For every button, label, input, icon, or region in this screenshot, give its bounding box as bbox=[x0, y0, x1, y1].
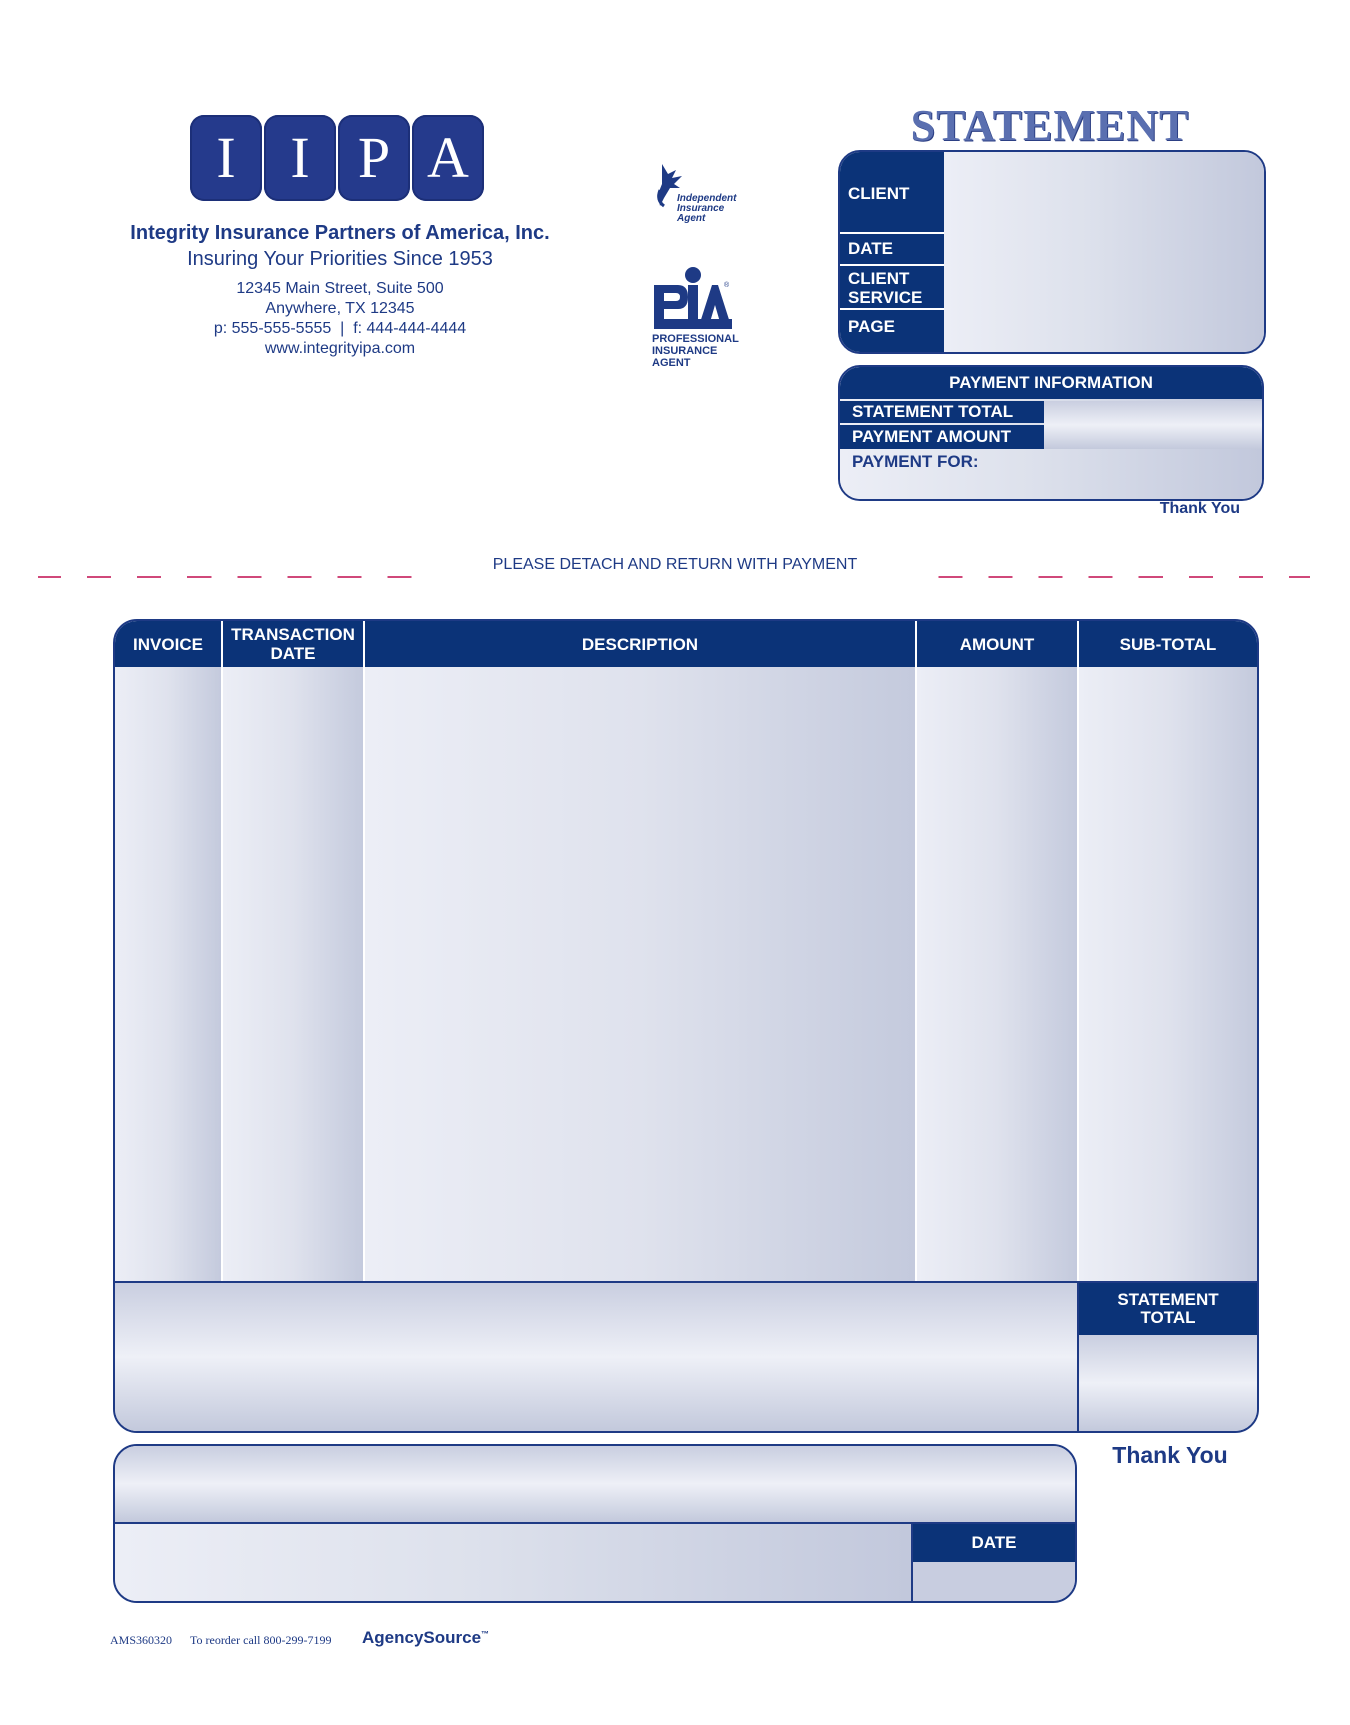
header-invoice: INVOICE bbox=[115, 621, 221, 667]
header-subtotal: SUB-TOTAL bbox=[1079, 621, 1257, 667]
pia-line1: PROFESSIONAL bbox=[652, 333, 739, 345]
professional-insurance-agent-logo bbox=[652, 265, 742, 375]
footer-brand bbox=[362, 1628, 489, 1648]
bottom-date-label: DATE bbox=[913, 1524, 1075, 1562]
footer-brand-tm: ™ bbox=[481, 1629, 490, 1639]
iia-line3: Agent bbox=[677, 213, 706, 224]
description-column bbox=[365, 667, 915, 1281]
header-transaction-date bbox=[223, 621, 363, 667]
bottom-date-value bbox=[913, 1562, 1075, 1601]
payment-info-box bbox=[838, 365, 1264, 501]
payment-amount-label: PAYMENT AMOUNT bbox=[840, 425, 1044, 449]
logo-letter-4: A bbox=[412, 115, 484, 201]
payment-info-header: PAYMENT INFORMATION bbox=[840, 367, 1262, 399]
independent-insurance-agent-logo bbox=[652, 158, 747, 238]
client-label: CLIENT bbox=[840, 152, 944, 232]
company-address2: Anywhere, TX 12345 bbox=[265, 300, 415, 317]
statement-info-fill bbox=[944, 152, 1264, 352]
header-description: DESCRIPTION bbox=[365, 621, 915, 667]
footer-reorder: To reorder call 800-299-7199 bbox=[190, 1633, 332, 1647]
statement-title: STATEMENT bbox=[910, 101, 1190, 150]
company-address1: 12345 Main Street, Suite 500 bbox=[236, 280, 444, 297]
bottom-thank-you: Thank You bbox=[1112, 1442, 1228, 1468]
total-row-fill bbox=[115, 1283, 1077, 1431]
subtotal-column bbox=[1079, 667, 1257, 1281]
footer-form-code: AMS360320 bbox=[110, 1633, 173, 1647]
statement-total-line2: TOTAL bbox=[1140, 1308, 1196, 1327]
page-label: PAGE bbox=[840, 310, 944, 352]
logo-letter-3: P bbox=[338, 115, 410, 201]
pia-mark-icon bbox=[652, 265, 734, 331]
client-service-line1: CLIENT bbox=[848, 269, 910, 288]
pia-line3: AGENT bbox=[652, 357, 691, 369]
column-divider bbox=[915, 621, 917, 1281]
bottom-box bbox=[113, 1444, 1077, 1603]
header-transaction-line2: DATE bbox=[270, 644, 316, 663]
iia-line2: Insurance bbox=[677, 203, 725, 214]
client-service-label bbox=[840, 266, 944, 308]
transactions-table bbox=[113, 619, 1259, 1433]
detach-instruction: PLEASE DETACH AND RETURN WITH PAYMENT bbox=[420, 556, 930, 578]
statement-info-box bbox=[838, 150, 1266, 354]
statement-total-value-fill bbox=[1079, 1335, 1257, 1431]
client-service-line2: SERVICE bbox=[848, 288, 923, 307]
statement-total-line1: STATEMENT bbox=[1117, 1290, 1219, 1309]
payment-thank-you: Thank You bbox=[1159, 500, 1240, 517]
transaction-date-column bbox=[223, 667, 363, 1281]
payment-for-label: PAYMENT FOR: bbox=[852, 452, 979, 471]
logo-letter-2: I bbox=[264, 115, 336, 201]
statement-total-label: STATEMENT TOTAL bbox=[840, 401, 1044, 423]
company-website: www.integrityipa.com bbox=[264, 340, 416, 357]
invoice-column bbox=[115, 667, 221, 1281]
company-phone-fax: p: 555-555-5555 | f: 444-444-4444 bbox=[213, 320, 467, 337]
iia-line1: Independent bbox=[677, 193, 737, 204]
column-divider bbox=[363, 621, 365, 1281]
header-amount: AMOUNT bbox=[917, 621, 1077, 667]
payment-values-fill bbox=[1044, 401, 1262, 449]
footer-brand-name: AgencySource bbox=[362, 1628, 482, 1647]
column-divider bbox=[221, 621, 223, 1281]
svg-text:®: ® bbox=[724, 282, 730, 289]
amount-column bbox=[917, 667, 1077, 1281]
header-transaction-line1: TRANSACTION bbox=[231, 625, 355, 644]
company-name: Integrity Insurance Partners of America, Inc. bbox=[130, 222, 550, 244]
date-label: DATE bbox=[840, 234, 944, 264]
bottom-lower-fill bbox=[115, 1524, 911, 1601]
pia-line2: INSURANCE bbox=[652, 345, 718, 357]
logo-letter-1: I bbox=[190, 115, 262, 201]
company-tagline: Insuring Your Priorities Since 1953 bbox=[187, 248, 493, 270]
bottom-upper-fill bbox=[115, 1446, 1075, 1522]
column-divider bbox=[1077, 621, 1079, 1281]
statement-total-header bbox=[1079, 1283, 1257, 1335]
